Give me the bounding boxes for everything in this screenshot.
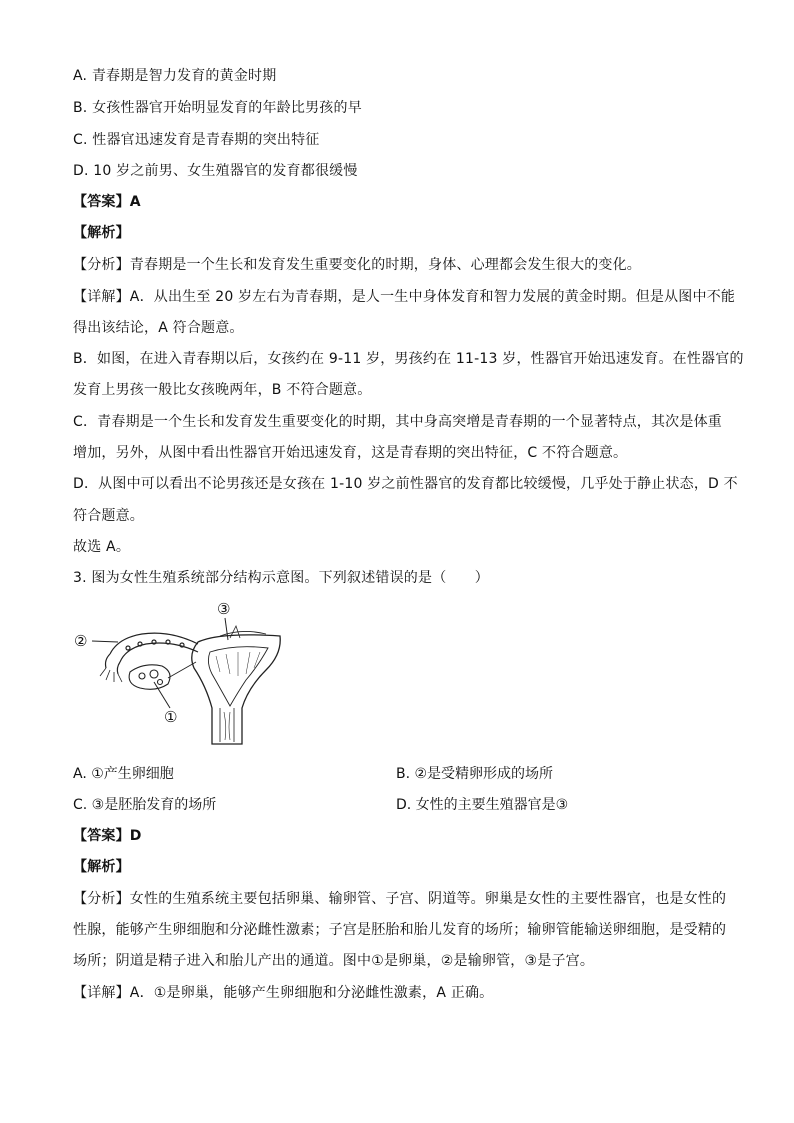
q2-answer: 【答案】A <box>73 194 141 210</box>
q2-analysis: 【分析】青春期是一个生长和发育发生重要变化的时期，身体、心理都会发生很大的变化。 <box>73 257 641 273</box>
q3-option-c: C. ③是胚胎发育的场所 <box>73 797 217 813</box>
q2-option-c: C. 性器官迅速发育是青春期的突出特征 <box>73 132 320 148</box>
q2-option-b: B. 女孩性器官开始明显发育的年龄比男孩的早 <box>73 100 362 116</box>
q3-analysis-line: 场所；阴道是精子进入和胎儿产出的通道。图中①是卵巢，②是输卵管，③是子宫。 <box>73 953 595 969</box>
label-one: ① <box>164 708 178 726</box>
female-reproductive-diagram <box>70 596 290 751</box>
q2-detail-line: D．从图中可以看出不论男孩还是女孩在 1-10 岁之前性器官的发育都比较缓慢，几乎处于静止状态，D 不 <box>73 476 738 492</box>
label-two: ② <box>74 632 88 650</box>
q2-conclusion: 故选 A。 <box>73 539 131 555</box>
label-three-leader <box>225 618 228 640</box>
q2-detail-line: B．如图，在进入青春期以后，女孩约在 9-11 岁，男孩约在 11-13 岁，性器官开始迅速发育。在性器官的 <box>73 351 744 367</box>
ovary-shape <box>129 662 196 689</box>
uterus-shape <box>192 626 280 744</box>
q2-detail-line: 发育上男孩一般比女孩晚两年，B 不符合题意。 <box>73 382 372 398</box>
label-two-leader <box>92 641 118 642</box>
q2-detail-line: 【详解】A．从出生至 20 岁左右为青春期，是人一生中身体发育和智力发展的黄金时期。但是从图中不能 <box>73 289 736 305</box>
q2-option-a: A. 青春期是智力发育的黄金时期 <box>73 68 277 84</box>
q3-stem: 3. 图为女性生殖系统部分结构示意图。下列叙述错误的是（ ） <box>73 570 490 586</box>
q3-option-a: A. ①产生卵细胞 <box>73 766 174 782</box>
q2-detail-line: 增加，另外，从图中看出性器官开始迅速发育，这是青春期的突出特征，C 不符合题意。 <box>73 445 628 461</box>
q3-answer: 【答案】D <box>73 828 142 844</box>
label-one-leader <box>154 682 170 708</box>
q3-option-d: D. 女性的主要生殖器官是③ <box>396 797 569 813</box>
q3-detail: 【详解】A．①是卵巢，能够产生卵细胞和分泌雌性激素，A 正确。 <box>73 985 494 1001</box>
q3-option-b: B. ②是受精卵形成的场所 <box>396 766 554 782</box>
label-three: ③ <box>217 600 231 618</box>
fallopian-tube-shape <box>100 633 198 682</box>
q2-detail-line: C．青春期是一个生长和发育发生重要变化的时期，其中身高突增是青春期的一个显著特点，其次是体重 <box>73 414 722 430</box>
q2-analysis-heading: 【解析】 <box>73 225 130 241</box>
q3-analysis-heading: 【解析】 <box>73 859 130 875</box>
q2-detail-line: 得出该结论，A 符合题意。 <box>73 320 244 336</box>
q3-analysis-line: 【分析】女性的生殖系统主要包括卵巢、输卵管、子宫、阴道等。卵巢是女性的主要性器官，也是女性的 <box>73 891 727 907</box>
q2-detail-line: 符合题意。 <box>73 508 144 524</box>
q3-analysis-line: 性腺，能够产生卵细胞和分泌雌性激素；子宫是胚胎和胎儿发育的场所；输卵管能输送卵细胞，是受精的 <box>73 922 727 938</box>
q2-option-d: D. 10 岁之前男、女生殖器官的发育都很缓慢 <box>73 163 358 179</box>
